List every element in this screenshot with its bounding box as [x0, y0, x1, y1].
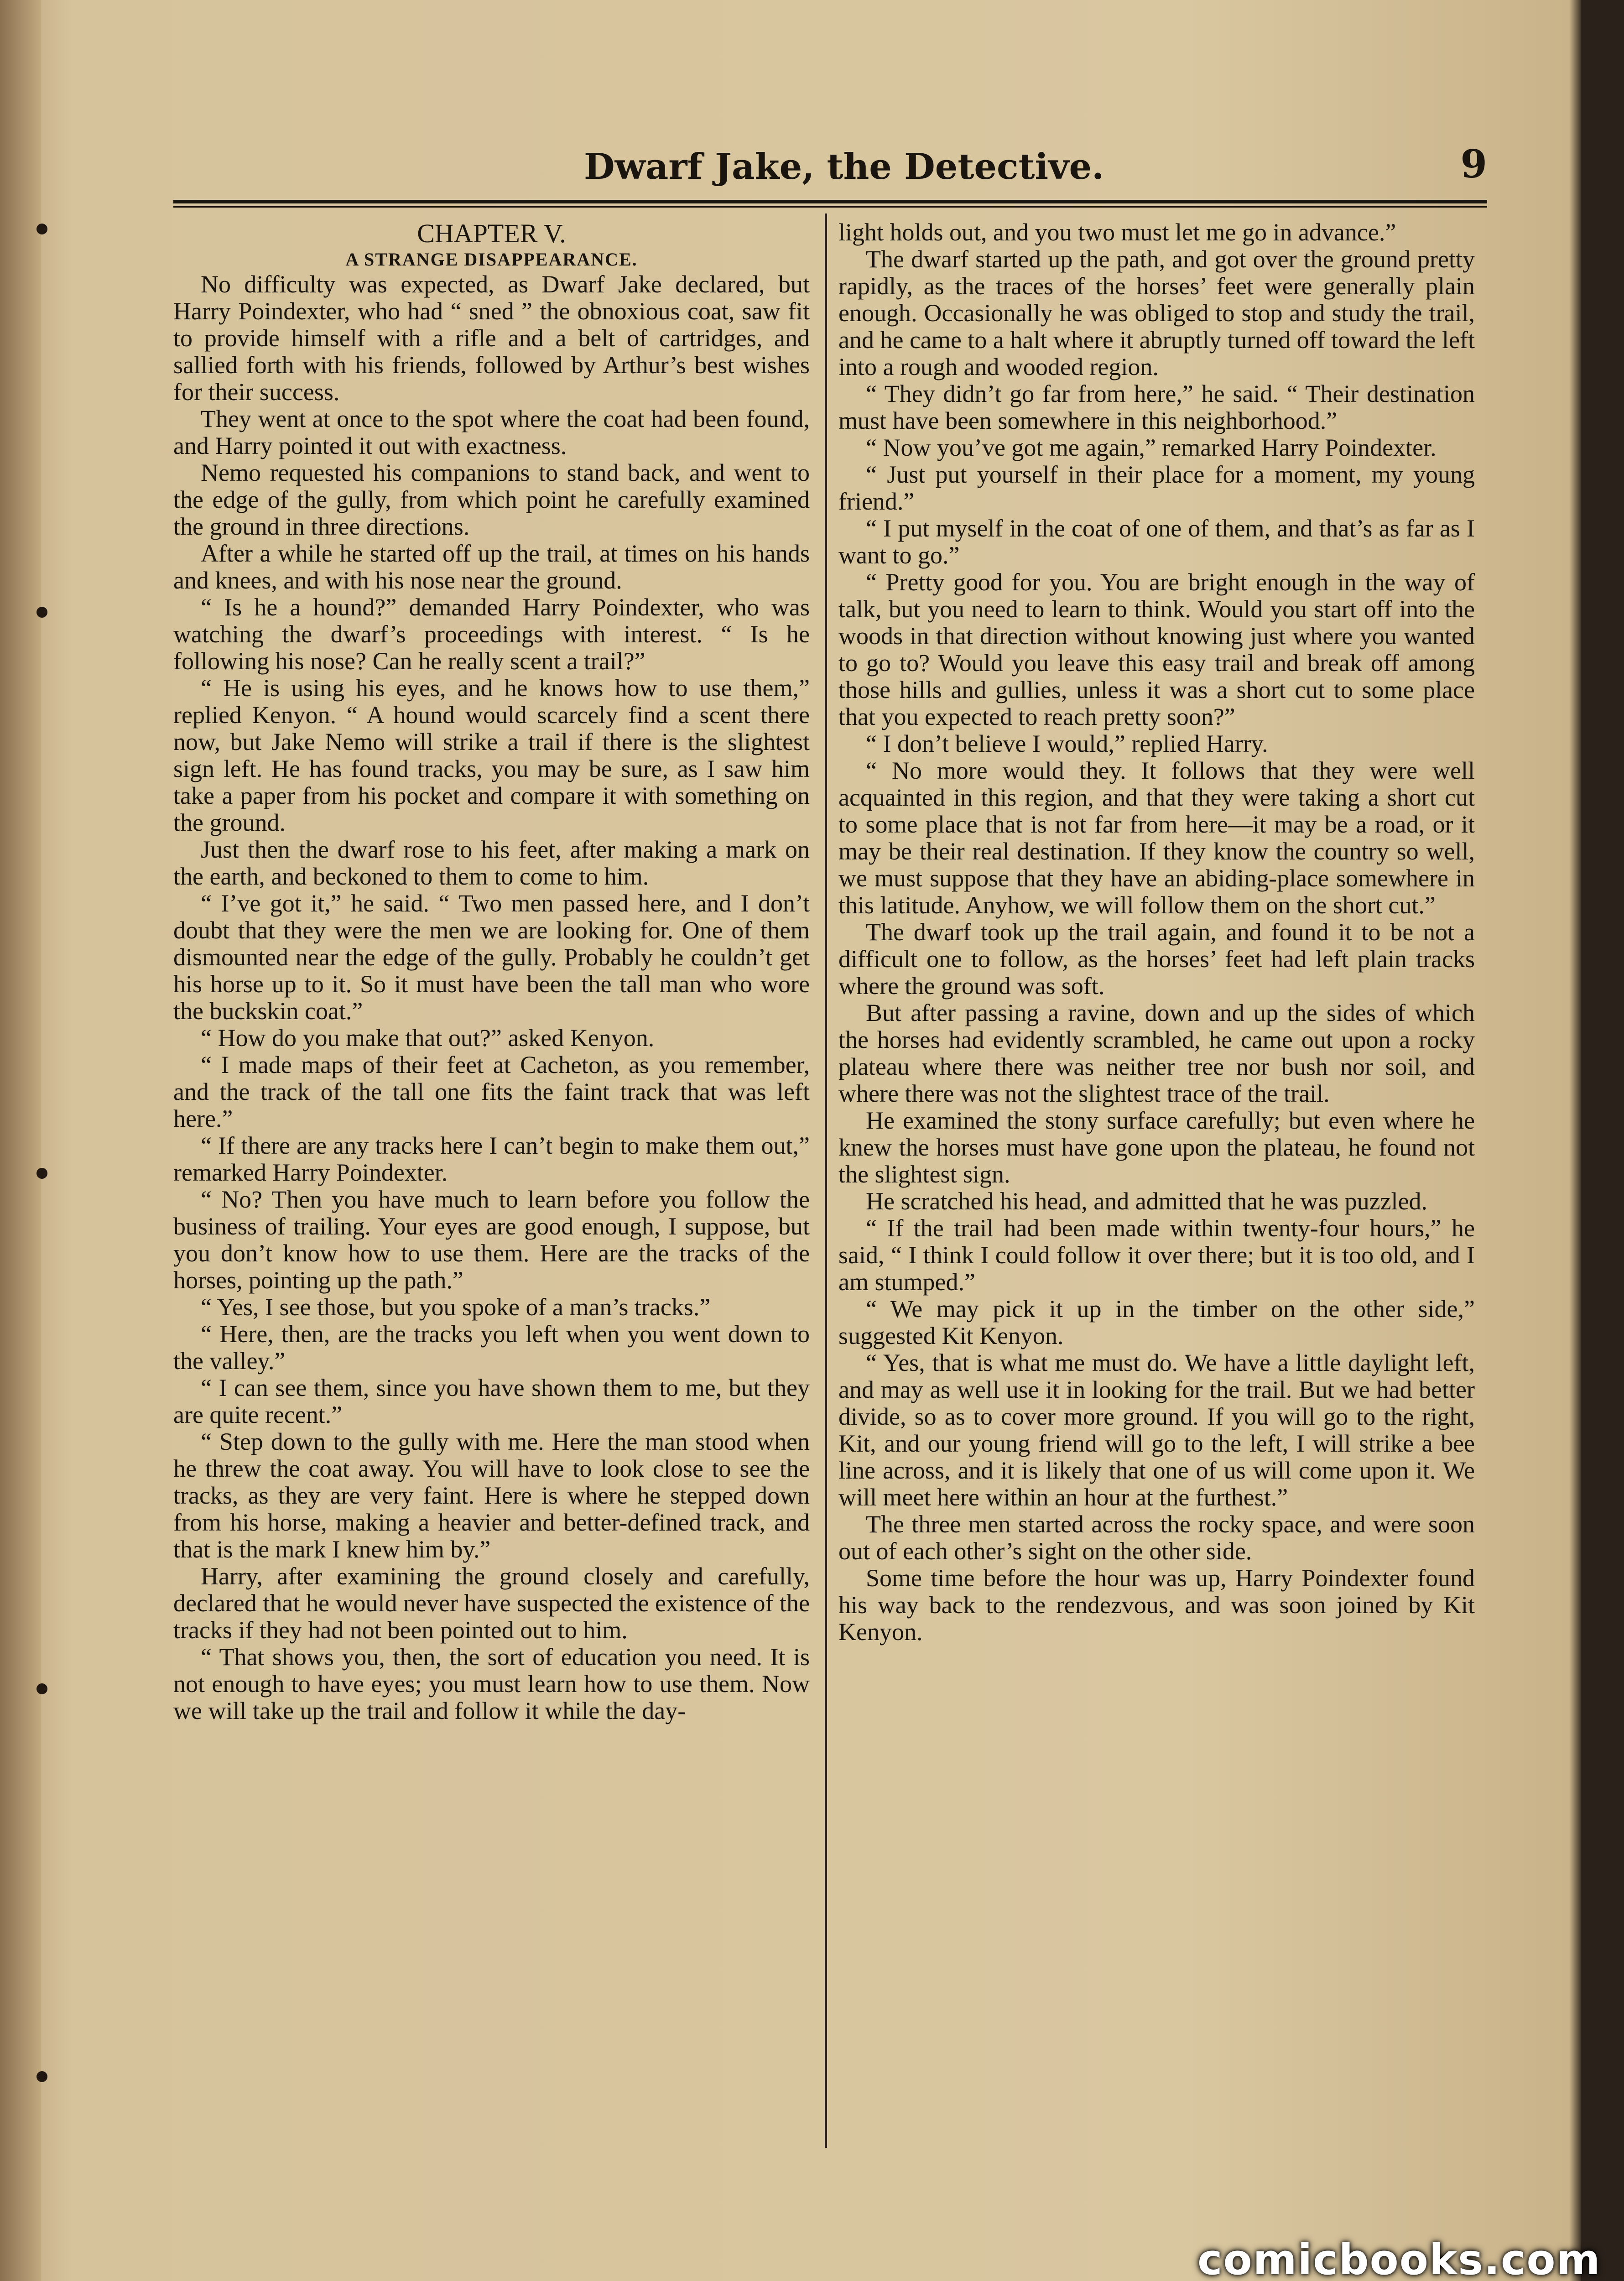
paragraph: The three men started across the rocky space, and were soon out of each other’s sight on the other side.: [838, 1510, 1475, 1565]
paragraph: “ Pretty good for you. You are bright enough in the way of talk, but you need to learn to think. Would you start off into the woods in that direction without knowing just where you wanted to go to? Would you leave this easy trail and break off among those hills and gullies, unless it was a short cut to some place that you expected to reach pretty soon?”: [838, 568, 1475, 730]
page-right-margin: [1581, 0, 1624, 2281]
chapter-title: CHAPTER V.: [417, 219, 566, 248]
paragraph: “ I made maps of their feet at Cacheton, as you remember, and the track of the tall one fits the faint track that was left here.”: [173, 1051, 810, 1132]
paragraph: They went at once to the spot where the coat had been found, and Harry pointed it out with exactness.: [173, 405, 810, 459]
paragraph: He scratched his head, and admitted that he was puzzled.: [866, 1187, 1428, 1215]
paragraph: “ I can see them, since you have shown them to me, but they are quite recent.”: [173, 1374, 810, 1428]
paragraph: “ How do you make that out?” asked Kenyon.: [201, 1024, 655, 1052]
page-number: 9: [1460, 141, 1487, 187]
running-title: Dwarf Jake, the Detective.: [584, 146, 1104, 187]
right-column: [838, 219, 1475, 1646]
paragraph: “ Yes, that is what me must do. We have a little daylight left, and may as well use it in looking for the trail. But we had better divide, so as to cover more ground. If you will go to the right, Kit, and our young friend will go to the left, I will strike a bee line across, and it is likely that one of us will come upon it. We will meet here within an hour at the furthest.”: [838, 1349, 1475, 1511]
page-spine-edge: [0, 0, 41, 2281]
paragraph: “ If the trail had been made within twenty-four hours,” he said, “ I think I could follow it over there; but it is too old, and I am stumped.”: [838, 1214, 1475, 1296]
paragraph: “ Step down to the gully with me. Here the man stood when he threw the coat away. You will have to look close to see the tracks, as they are very faint. Here is where he stepped down from his horse, making a heavier and better-defined track, and that is the mark I knew him by.”: [173, 1428, 810, 1563]
binding-stitch: [36, 1683, 47, 1694]
paragraph: But after passing a ravine, down and up the sides of which the horses had evidently scrambled, he came out upon a rocky plateau where there was neither tree nor bush nor soil, and where there was not the slightest trace of the trail.: [838, 999, 1475, 1107]
paragraph: light holds out, and you two must let me go in advance.”: [838, 219, 1396, 246]
paragraph: “ If there are any tracks here I can’t begin to make them out,” remarked Harry Poindexter.: [173, 1132, 810, 1186]
paragraph: “ Is he a hound?” demanded Harry Poindexter, who was watching the dwarf’s proceedings with interest. “ Is he following his nose? Can he really scent a trail?”: [173, 594, 810, 675]
paragraph: “ They didn’t go far from here,” he said. “ Their destination must have been somewhere in this neighborhood.”: [838, 380, 1475, 434]
paragraph: The dwarf started up the path, and got over the ground pretty rapidly, as the traces of the horses’ feet were generally plain enough. Occasionally he was obliged to stop and study the trail, and he came to a halt where it abruptly turned off toward the left into a rough and wooded region.: [838, 245, 1475, 380]
paragraph: Just then the dwarf rose to his feet, after making a mark on the earth, and beckoned to them to come to him.: [173, 836, 810, 890]
binding-stitch: [36, 224, 47, 234]
paragraph: “ Just put yourself in their place for a moment, my young friend.”: [838, 461, 1475, 515]
paragraph: “ He is using his eyes, and he knows how to use them,” replied Kenyon. “ A hound would scarcely find a scent there now, but Jake Nemo will strike a trail if there is the slightest sign left. He has found tracks, you may be sure, as I saw him take a paper from his pocket and compare it with something on the ground.: [173, 674, 810, 836]
paragraph: “ No? Then you have much to learn before you follow the business of trailing. Your eyes are good enough, I suppose, but you don’t know how to use them. Here are the tracks of the horses, pointing up the path.”: [173, 1186, 810, 1294]
binding-stitch: [36, 1168, 47, 1179]
paragraph: “ I put myself in the coat of one of them, and that’s as far as I want to go.”: [838, 515, 1475, 569]
column-divider: [825, 214, 827, 2148]
header-rule-thin: [173, 206, 1487, 208]
binding-stitch: [36, 607, 47, 618]
paragraph: “ Yes, I see those, but you spoke of a man’s tracks.”: [201, 1293, 711, 1321]
paragraph: “ I don’t believe I would,” replied Harry.: [866, 730, 1268, 757]
paragraph: No difficulty was expected, as Dwarf Jake declared, but Harry Poindexter, who had “ sned ” the obnoxious coat, saw fit to provide himself with a rifle and a belt of cartridges, and sallied forth with his friends, followed by Arthur’s best wishes for their success.: [173, 271, 810, 406]
paragraph: “ I’ve got it,” he said. “ Two men passed here, and I don’t doubt that they were the men we are looking for. One of them dismounted near the edge of the gully. Probably he couldn’t get his horse up to it. So it must have been the tall man who wore the buckskin coat.”: [173, 890, 810, 1025]
paragraph: He examined the stony surface carefully; but even where he knew the horses must have gone upon the plateau, he found not the slightest sign.: [838, 1107, 1475, 1188]
header-rule: [173, 200, 1487, 203]
paragraph: “ We may pick it up in the timber on the other side,” suggested Kit Kenyon.: [838, 1295, 1475, 1349]
paragraph: Harry, after examining the ground closely and carefully, declared that he would never have suspected the existence of the tracks if they had not been pointed out to him.: [173, 1562, 810, 1644]
page-header: [173, 137, 1487, 196]
site-watermark: comicbooks.com: [1197, 2235, 1601, 2281]
paragraph: “ Now you’ve got me again,” remarked Harry Poindexter.: [866, 434, 1437, 461]
chapter-subtitle: A STRANGE DISAPPEARANCE.: [345, 249, 638, 270]
paragraph: “ That shows you, then, the sort of education you need. It is not enough to have eyes; you must learn how to use them. Now we will take up the trail and follow it while the day-: [173, 1643, 810, 1724]
binding-stitch: [36, 2071, 47, 2082]
paragraph: Nemo requested his companions to stand back, and went to the edge of the gully, from which point he carefully examined the ground in three directions.: [173, 459, 810, 540]
paragraph: “ Here, then, are the tracks you left when you went down to the valley.”: [173, 1320, 810, 1375]
paragraph: “ No more would they. It follows that they were well acquainted in this region, and that they were taking a short cut to some place that is not far from here—it may be a road, or it may be their real destination. If they know the country so well, we must suppose that they have an abiding-place somewhere in this latitude. Anyhow, we will follow them on the short cut.”: [838, 757, 1475, 919]
left-column: [173, 219, 810, 1724]
paragraph: After a while he started off up the trail, at times on his hands and knees, and with his nose near the ground.: [173, 540, 810, 594]
paragraph: The dwarf took up the trail again, and found it to be not a difficult one to follow, as the horses’ feet had left plain tracks where the ground was soft.: [838, 918, 1475, 1000]
paragraph: Some time before the hour was up, Harry Poindexter found his way back to the rendezvous, and was soon joined by Kit Kenyon.: [838, 1564, 1475, 1646]
